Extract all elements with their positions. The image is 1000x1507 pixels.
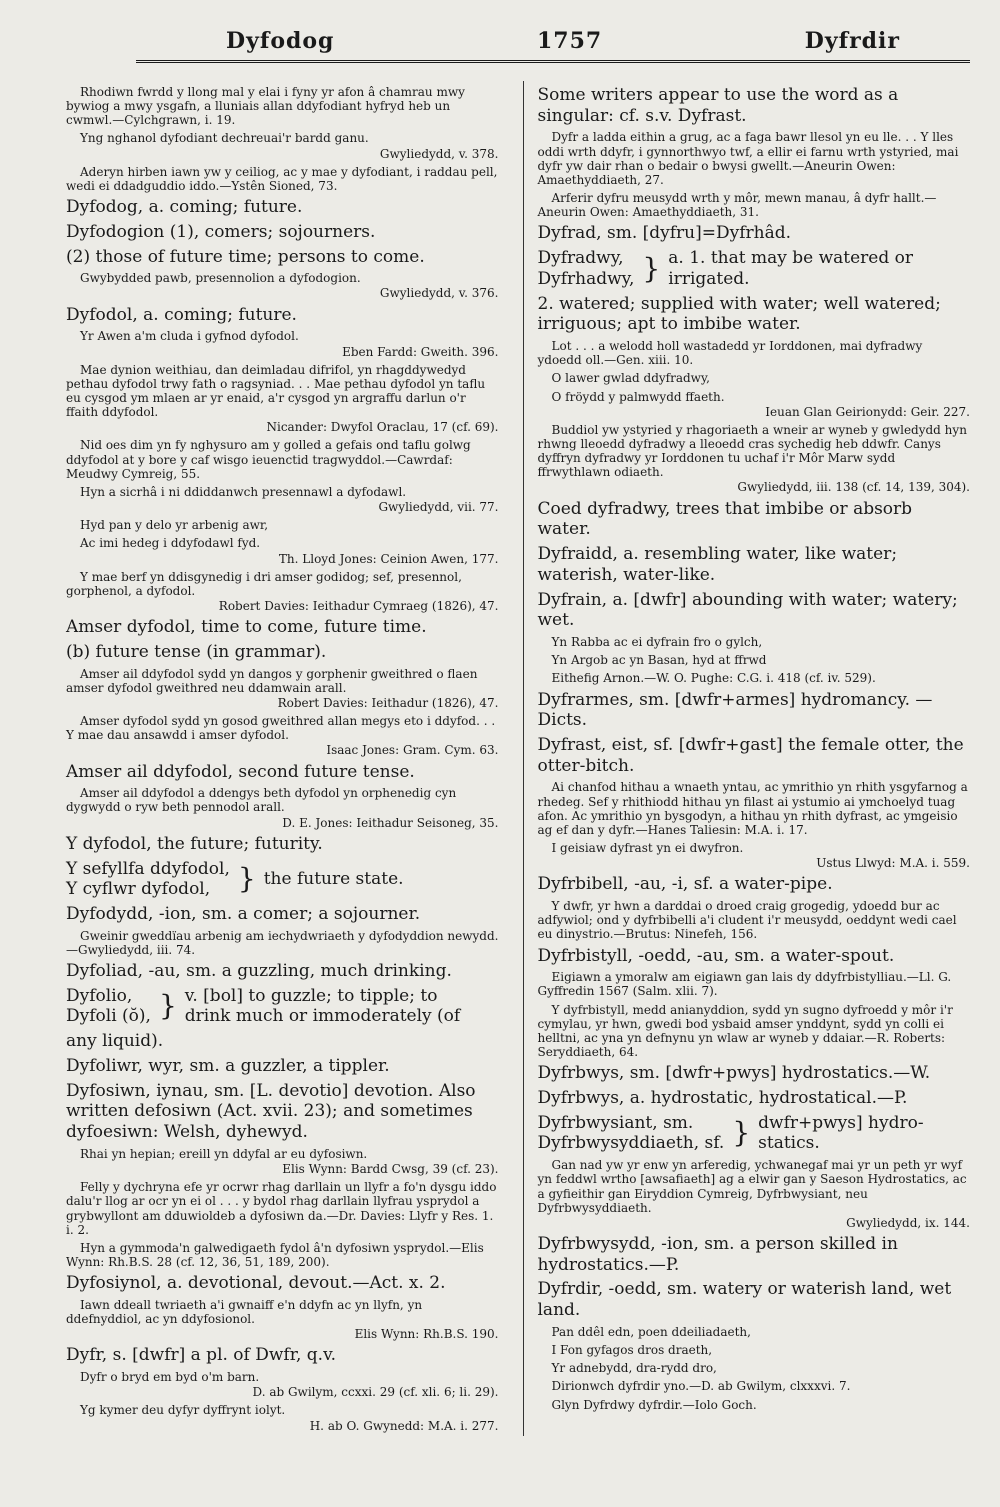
citation: Gan nad yw yr enw yn arferedig, ychwanegaf mai yr un peth yr wyf yn feddwl wrtho [awsafiaeth] ag a elwir gan y Saeson Hydrostatics, ac a gyfieithir gan Eiryddion Cymreig, Dyfrbwysiant, neu Dyfrbwysyddiaeth. (537, 1158, 967, 1215)
citation-source: Gwyliedydd, vii. 77. (378, 500, 499, 515)
citation-source: Gwyliedydd, iii. 138 (cf. 14, 139, 304). (737, 480, 970, 495)
brace-definition: the future state. (263, 868, 404, 889)
citation: Lot . . . a welodd holl wastadedd yr Iorddonen, mai dyfradwy ydoedd oll.—Gen. xiii. 10. (537, 339, 923, 368)
brace-definition (668, 248, 913, 289)
entry-sense: any liquid). (66, 1031, 164, 1052)
verse-line: Yn Argob ac yn Basan, hyd at ffrwd (551, 653, 767, 668)
citation: Aderyn hirben iawn yw y ceiliog, ac y mae y dyfodiant, i raddau pell, wedi ei ddadguddio iddo.—Ystên Sioned, 73. (66, 164, 498, 193)
entry-sense: (2) those of future time; persons to come. (66, 246, 425, 267)
entry-headword: Dyfrain, a. [dwfr] abounding with water; watery; wet. (537, 589, 958, 631)
brace-term: Dyfrhadwy, (537, 268, 635, 289)
brace-words (66, 859, 230, 900)
citation-source: D. ab Gwilym, ccxxi. 29 (cf. xli. 6; li. 29). (252, 1385, 499, 1400)
citation-source: Ustus Llwyd: M.A. i. 559. (816, 856, 970, 871)
brace-term: Dyfoli (ŏ), (66, 1006, 151, 1027)
citation-source: D. E. Jones: Ieithadur Seisoneg, 35. (282, 815, 499, 830)
entry-headword: Dyfrbwys, a. hydrostatic, hydrostatical.—P. (537, 1088, 908, 1108)
citation: Felly y dychryna efe yr ocrwr rhag darllain un llyfr a fo'n dysgu iddo dalu'r llog ar ocr yn ei ol . . . y bydol rhag darllain llyfrau ysprydol a grybwyllont am dduwioldeb a dyfosiwn da.—Dr. Davies: Llyfr y Res. 1. i. 2. (66, 1180, 497, 1237)
page-number: 1757 (536, 28, 603, 54)
citation: I geisiaw dyfrast yn ei dwyfron. (551, 841, 744, 856)
citation: Dyfr o bryd em byd o'm barn. (80, 1370, 260, 1385)
citation: Mae dynion weithiau, dan deimladau difrifol, yn rhagddywedyd pethau dyfodol trwy fath o ragsyniad. . . Mae pethau dyfodol yn taflu eu cysgod ym mlaen ar yr enaid, a'r cysgod yn argraffu darlun o'r ffaith ddyfodol. (66, 362, 486, 420)
brace-group (66, 859, 499, 900)
citation: Gwybydded pawb, presennolion a dyfodogion. (80, 271, 361, 286)
header-left-guide-word: Dyfodog (226, 28, 335, 54)
entry-headword: Dyfrast, eist, sf. [dwfr+gast] the female otter, the otter-bitch. (537, 734, 964, 776)
entry-headword: Dyfodog, a. coming; future. (66, 197, 303, 218)
citation-source: Eben Fardd: Gweith. 396. (342, 344, 499, 359)
citation: Iawn ddeall twriaeth a'i gwnaiff e'n ddyfn ac yn llyfn, yn ddefnyddiol, ac yn ddyfosionol. (66, 1297, 423, 1327)
page-header (66, 28, 970, 54)
verse-line: O fröydd y palmwydd ffaeth. (551, 389, 725, 404)
header-right-guide-word: Dyfrdir (804, 28, 900, 54)
brace-symbol: } (642, 251, 661, 285)
brace-group (66, 986, 499, 1027)
citation-source: Robert Davies: Ieithadur (1826), 47. (277, 695, 499, 710)
entry-sense: Amser dyfodol, time to come, future time. (66, 617, 427, 638)
verse-line: Pan ddêl edn, poen ddeiliadaeth, (551, 1324, 751, 1339)
citation: Yr Awen a'm cluda i gyfnod dyfodol. (80, 329, 299, 344)
brace-words (538, 1113, 725, 1154)
verse-line: Eithefig Arnon.—W. O. Pughe: C.G. i. 418 (cf. iv. 529). (551, 671, 876, 686)
brace-definition (185, 986, 460, 1027)
citation: Rhodiwn fwrdd y llong mal y elai i fyny yr afon â chamrau mwy bywiog a mwy ysgafn, a lluniais allan ddyfodiant hyfryd heb un cwmwl.—Cylchgrawn, i. 19. (66, 85, 465, 128)
brace-words (66, 986, 151, 1027)
verse-line: I Fon gyfagos dros draeth, (551, 1343, 713, 1358)
brace-term: Y sefyllfa ddyfodol, (66, 858, 230, 879)
entry-headword: Dyfrbwysydd, -ion, sm. a person skilled in hydrostatics.—P. (537, 1233, 898, 1275)
citation-source: Elis Wynn: Bardd Cwsg, 39 (cf. 23). (282, 1162, 499, 1177)
entry-headword: Dyfosiwn, iynau, sm. [L. devotio] devotion. Also written defosiwn (Act. xvii. 23); and sometimes dyfoesiwn: Welsh, dyhewyd. (66, 1080, 476, 1143)
verse-line: O lawer gwlad ddyfradwy, (551, 371, 710, 386)
header-rule (136, 60, 970, 67)
definition-line: irrigated. (668, 268, 750, 289)
entry-sense: Some writers appear to use the word as a singular: cf. s.v. Dyfrast. (537, 85, 899, 126)
citation-source: Ieuan Glan Geirionydd: Geir. 227. (765, 404, 970, 419)
brace-symbol: } (158, 989, 177, 1023)
citation: Arferir dyfru meusydd wrth y môr, mewn manau, â dyfr hallt.—Aneurin Owen: Amaethyddiaeth, 31. (537, 191, 937, 220)
citation-source: Gwyliedydd, ix. 144. (846, 1215, 970, 1230)
entry-sense: Y dyfodol, the future; futurity. (66, 833, 323, 854)
verse-line: Yr adnebydd, dra-rydd dro, (551, 1361, 717, 1376)
brace-term: Y cyflwr dyfodol, (66, 879, 211, 900)
citation: Dyfr a ladda eithin a grug, ac a faga bawr llesol yn eu lle. . . Y lles oddi wrth ddyfr, i gynnorthwyo twf, a ellir ei farnu wrth ystyried, mai dyfr yw dair rhan o bedair o bwysi gwellt.—Aneurin Owen: Amaethyddiaeth, 27. (537, 130, 959, 187)
entry-sense: (b) future tense (in grammar). (66, 641, 327, 662)
entry-headword: Dyfrbwys, sm. [dwfr+pwys] hydrostatics.—W. (537, 1063, 931, 1084)
right-column (523, 81, 971, 1436)
citation-source: Nicander: Dwyfol Oraclau, 17 (cf. 69). (266, 420, 499, 435)
citation: Yng nghanol dyfodiant dechreuai'r bardd ganu. (80, 131, 369, 146)
citation: Y dwfr, yr hwn a darddai o droed craig grogedig, ydoedd bur ac adfywiol; ond y dyfrbibelli a'i cludent i'r meusydd, oeddynt wedi cael eu dinystrio.—Brutus: Ninefeh, 156. (537, 899, 957, 942)
entry-headword: Dyfrbistyll, -oedd, -au, sm. a water-spout. (537, 945, 895, 966)
entry-sense: Amser ail ddyfodol, second future tense. (66, 761, 415, 782)
brace-definition (758, 1113, 923, 1154)
citation: Y mae berf yn ddisgynedig i dri amser godidog; sef, presennol, gorphenol, a dyfodol. (66, 569, 462, 598)
entry-headword: Dyfodydd, -ion, sm. a comer; a sojourner. (66, 903, 421, 924)
citation: Gweinir gweddïau arbenig am iechydwriaeth y dyfodyddion newydd.—Gwyliedydd, iii. 74. (66, 928, 499, 957)
citation: Hyn a sicrhâ i ni ddiddanwch presennawl a dyfodawl. (80, 484, 407, 499)
left-column (66, 81, 505, 1436)
brace-term: Dyfolio, (66, 985, 133, 1006)
citation: Eigiawn a ymoralw am eigiawn gan lais dy ddyfrbistylliau.—Ll. G. Gyffredin 1567 (Salm. xlii. 7). (537, 970, 952, 999)
brace-term: Dyfradwy, (537, 248, 624, 269)
brace-term: Dyfrbwysyddiaeth, sf. (537, 1133, 725, 1154)
citation-source: Isaac Jones: Gram. Cym. 63. (326, 743, 499, 758)
entry-headword: Dyfodol, a. coming; future. (66, 304, 297, 325)
definition-line: dwfr+pwys] hydro- (758, 1112, 924, 1133)
citation: Nid oes dim yn fy nghysuro am y golled a gefais ond taflu golwg ddyfodol at y bore y caf wisgo ieuenctid tragwyddol.—Cawrdaf: Meudwy Cymreig, 55. (66, 438, 471, 481)
citation: Glyn Dyfrdwy dyfrdir.—Iolo Goch. (551, 1397, 757, 1412)
definition-line: v. [bol] to guzzle; to tipple; to (184, 985, 438, 1006)
verse-line: Yn Rabba ac ei dyfrain fro o gylch, (551, 635, 763, 650)
entry-headword: Dyfr, s. [dwfr] a pl. of Dwfr, q.v. (66, 1345, 337, 1366)
citation: Amser ail ddyfodol a ddengys beth dyfodol yn orphenedig cyn dygwydd o ryw beth pennodol arall. (66, 786, 457, 815)
entry-headword: Dyfrarmes, sm. [dwfr+armes] hydromancy. —Dicts. (537, 689, 933, 731)
citation-source: H. ab O. Gwynedd: M.A. i. 277. (309, 1418, 499, 1433)
citation-source: Th. Lloyd Jones: Ceinion Awen, 177. (278, 551, 499, 566)
definition-line: a. 1. that may be watered or (668, 248, 913, 269)
citation: Amser ail ddyfodol sydd yn dangos y gorphenir gweithred o flaen amser dyfodol gweithred neu ddamwain arall. (66, 666, 478, 695)
columns (66, 81, 970, 1436)
citation: Rhai yn hepian; ereill yn ddyfal ar eu dyfosiwn. (80, 1146, 368, 1161)
citation-source: Gwyliedydd, v. 378. (379, 146, 499, 161)
entry-sense: Coed dyfradwy, trees that imbibe or absorb water. (537, 498, 913, 540)
citation: Buddiol yw ystyried y rhagoriaeth a wneir ar wyneb y gwledydd hyn rhwng lleoedd dyfradwy a lleoedd cras sychedig heb ddwfr. Canys dyffryn dyfradwy yr Iorddonen tu uchaf i'r Môr Marw sydd ffrwythlawn odiaeth. (537, 422, 967, 480)
verse-line: Ac imi hedeg i ddyfodawl fyd. (80, 536, 261, 551)
definition-line: drink much or immoderately (of (184, 1006, 461, 1027)
entry-sense: Dyfodogion (1), comers; sojourners. (66, 221, 376, 242)
definition-line: statics. (758, 1133, 820, 1154)
citation-source: Gwyliedydd, v. 376. (379, 286, 499, 301)
verse-line: Hyd pan y delo yr arbenig awr, (80, 518, 269, 533)
brace-term: Dyfrbwysiant, sm. (537, 1112, 694, 1133)
citation: Y dyfrbistyll, medd anianyddion, sydd yn sugno dyfroedd y môr i'r cymylau, yr hwn, gwedi bod ysbaid amser ynddynt, sydd yn colli ei helltni, ac yna yn defnynu yn wlaw ar wyneb y ddaiar.—R. Roberts: Seryddiaeth, 64. (537, 1002, 953, 1060)
brace-symbol: } (732, 1116, 751, 1150)
entry-sense: 2. watered; supplied with water; well watered; irriguous; apt to imbibe water. (537, 293, 941, 335)
citation-source: Elis Wynn: Rh.B.S. 190. (354, 1327, 499, 1342)
verse-line: Dirionwch dyfrdir yno.—D. ab Gwilym, clxxxvi. 7. (551, 1379, 851, 1394)
citation: Ai chanfod hithau a wnaeth yntau, ac ymrithio yn rhith ysgyfarnog a rhedeg. Sef y rhithiodd hithau yn filast ai ystumio ai ymchoelyd tuag afon. Ac ymrithio yn bysgodyn, a hithau yn rhith dyfrast, ac ymgeisio ag ef dan y dyfr.—Hanes Taliesin: M.A. i. 17. (537, 780, 968, 837)
entry-headword: Dyfrdir, -oedd, sm. watery or waterish land, wet land. (537, 1279, 952, 1321)
entry-headword: Dyfraidd, a. resembling water, like water; waterish, water-like. (537, 544, 898, 585)
citation: Amser dyfodol sydd yn gosod gweithred allan megys eto i ddyfod. . . Y mae dau ansawdd i amser dyfodol. (66, 714, 496, 743)
entry-headword: Dyfoliwr, wyr, sm. a guzzler, a tippler. (66, 1055, 390, 1076)
entry-headword: Dyfrbibell, -au, -i, sf. a water-pipe. (537, 874, 833, 895)
entry-headword: Dyfosiynol, a. devotional, devout.—Act. x. 2. (66, 1273, 446, 1294)
citation: Hyn a gymmoda'n galwedigaeth fydol â'n dyfosiwn ysprydol.—Elis Wynn: Rh.B.S. 28 (cf. 12, 36, 51, 189, 200). (66, 1240, 484, 1269)
citation: Yg kymer deu dyfyr dyffrynt iolyt. (80, 1403, 286, 1418)
brace-group (538, 248, 971, 289)
brace-symbol: } (237, 862, 256, 896)
entry-headword: Dyfrad, sm. [dyfru]=Dyfrhâd. (537, 223, 792, 244)
entry-headword: Dyfoliad, -au, sm. a guzzling, much drinking. (66, 961, 452, 982)
brace-words (538, 248, 635, 289)
brace-group (538, 1113, 971, 1154)
citation-source: Robert Davies: Ieithadur Cymraeg (1826), 47. (218, 599, 499, 613)
